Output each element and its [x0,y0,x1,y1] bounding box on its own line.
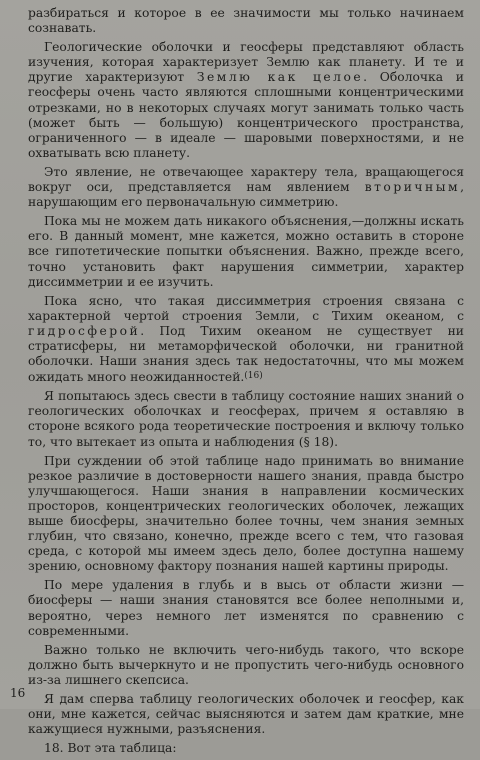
paragraph-6: Я попытаюсь здесь свести в таблицу состояние наших знаний о геологических оболочках и геосферах, причем я оставляю в стороне всякого рода теоретические построения и включу только то, что вытекает из опыта и наблюдения (§ 18). [28,389,464,449]
page-number: 16 [10,686,26,700]
emphasis-spaced: вторичным [364,180,461,195]
paragraph-7: При суждении об этой таблице надо принимать во внимание резкое различие в достоверности нашего знания, правда быстро улучшающегося. Наши знания в направлении космических просторов, концентрических геологических оболочек, лежащих выше биосферы, значительно более точны, чем знания земных глубин, что связано, конечно, прежде всего с тем, что газовая среда, с которой мы имеем здесь дело, более доступна нашему зрению, основному фактору познания нашей картины природы. [28,453,464,574]
paragraph-2: Геологические оболочки и геосферы представляют область изучения, которая характеризует Землю как планету. И те и другие характеризуют Землю как целое. Оболочка и геосферы очень часто являются сплошными концентрическими отрезками, но в некоторых случаях могут занимать только часть (может быть — большую) концентрического пространства, ограниченного — в идеале — шаровыми поверхностями, и не охватывать всю планету. [28,40,464,160]
page-body [28,6,464,760]
paragraph-8: По мере удаления в глубь и в высь от области жизни — биосферы — наши знания становятся все более неполными и, вероятно, через немного лет изменятся по сравнению с современными. [28,578,464,638]
paragraph-1: разбираться и которое в ее значимости мы только начинаем сознавать. [28,6,464,36]
paragraph-5: Пока ясно, что такая диссимметрия строения связана с характерной чертой строения Земли, с Тихим океаном, с гидросферой. Под Тихим океаном не существует ни стратисферы, ни метаморфической оболочки, ни гранитной оболочки. Наши знания здесь так недостаточны, что мы можем ожидать много неожиданностей.$^{(16)}$ [28,293,464,385]
emphasis-spaced: Землю как целое [196,70,364,85]
paragraph-10: Я дам сперва таблицу геологических оболочек и геосфер, как они, мне кажется, сейчас выясняются и затем дам краткие, мне кажущиеся нужными, разъяснения. [28,692,464,737]
emphasis-spaced: гидросферой [28,323,141,338]
paragraph-3: Это явление, не отвечающее характеру тела, вращающегося вокруг оси, представляется нам явлением вторичным, нарушающим его первоначальную симметрию. [28,164,464,210]
footnote-reference[interactable]: (16) [244,371,263,382]
paragraph-9: Важно только не включить чего-нибудь такого, что вскоре должно быть вычеркнуто и не пропустить чего-нибудь основного из-за лишнего скепсиса. [28,642,464,687]
paragraph-11: 18. Вот эта таблица: [44,741,177,756]
paragraph-4: Пока мы не можем дать никакого объяснения,—должны искать его. В данный момент, мне кажется, можно оставить в стороне все гипотетические попытки объяснения. Важно, прежде всего, точно установить факт нарушения симметрии, характер диссимметрии и ее изучить. [28,214,464,289]
